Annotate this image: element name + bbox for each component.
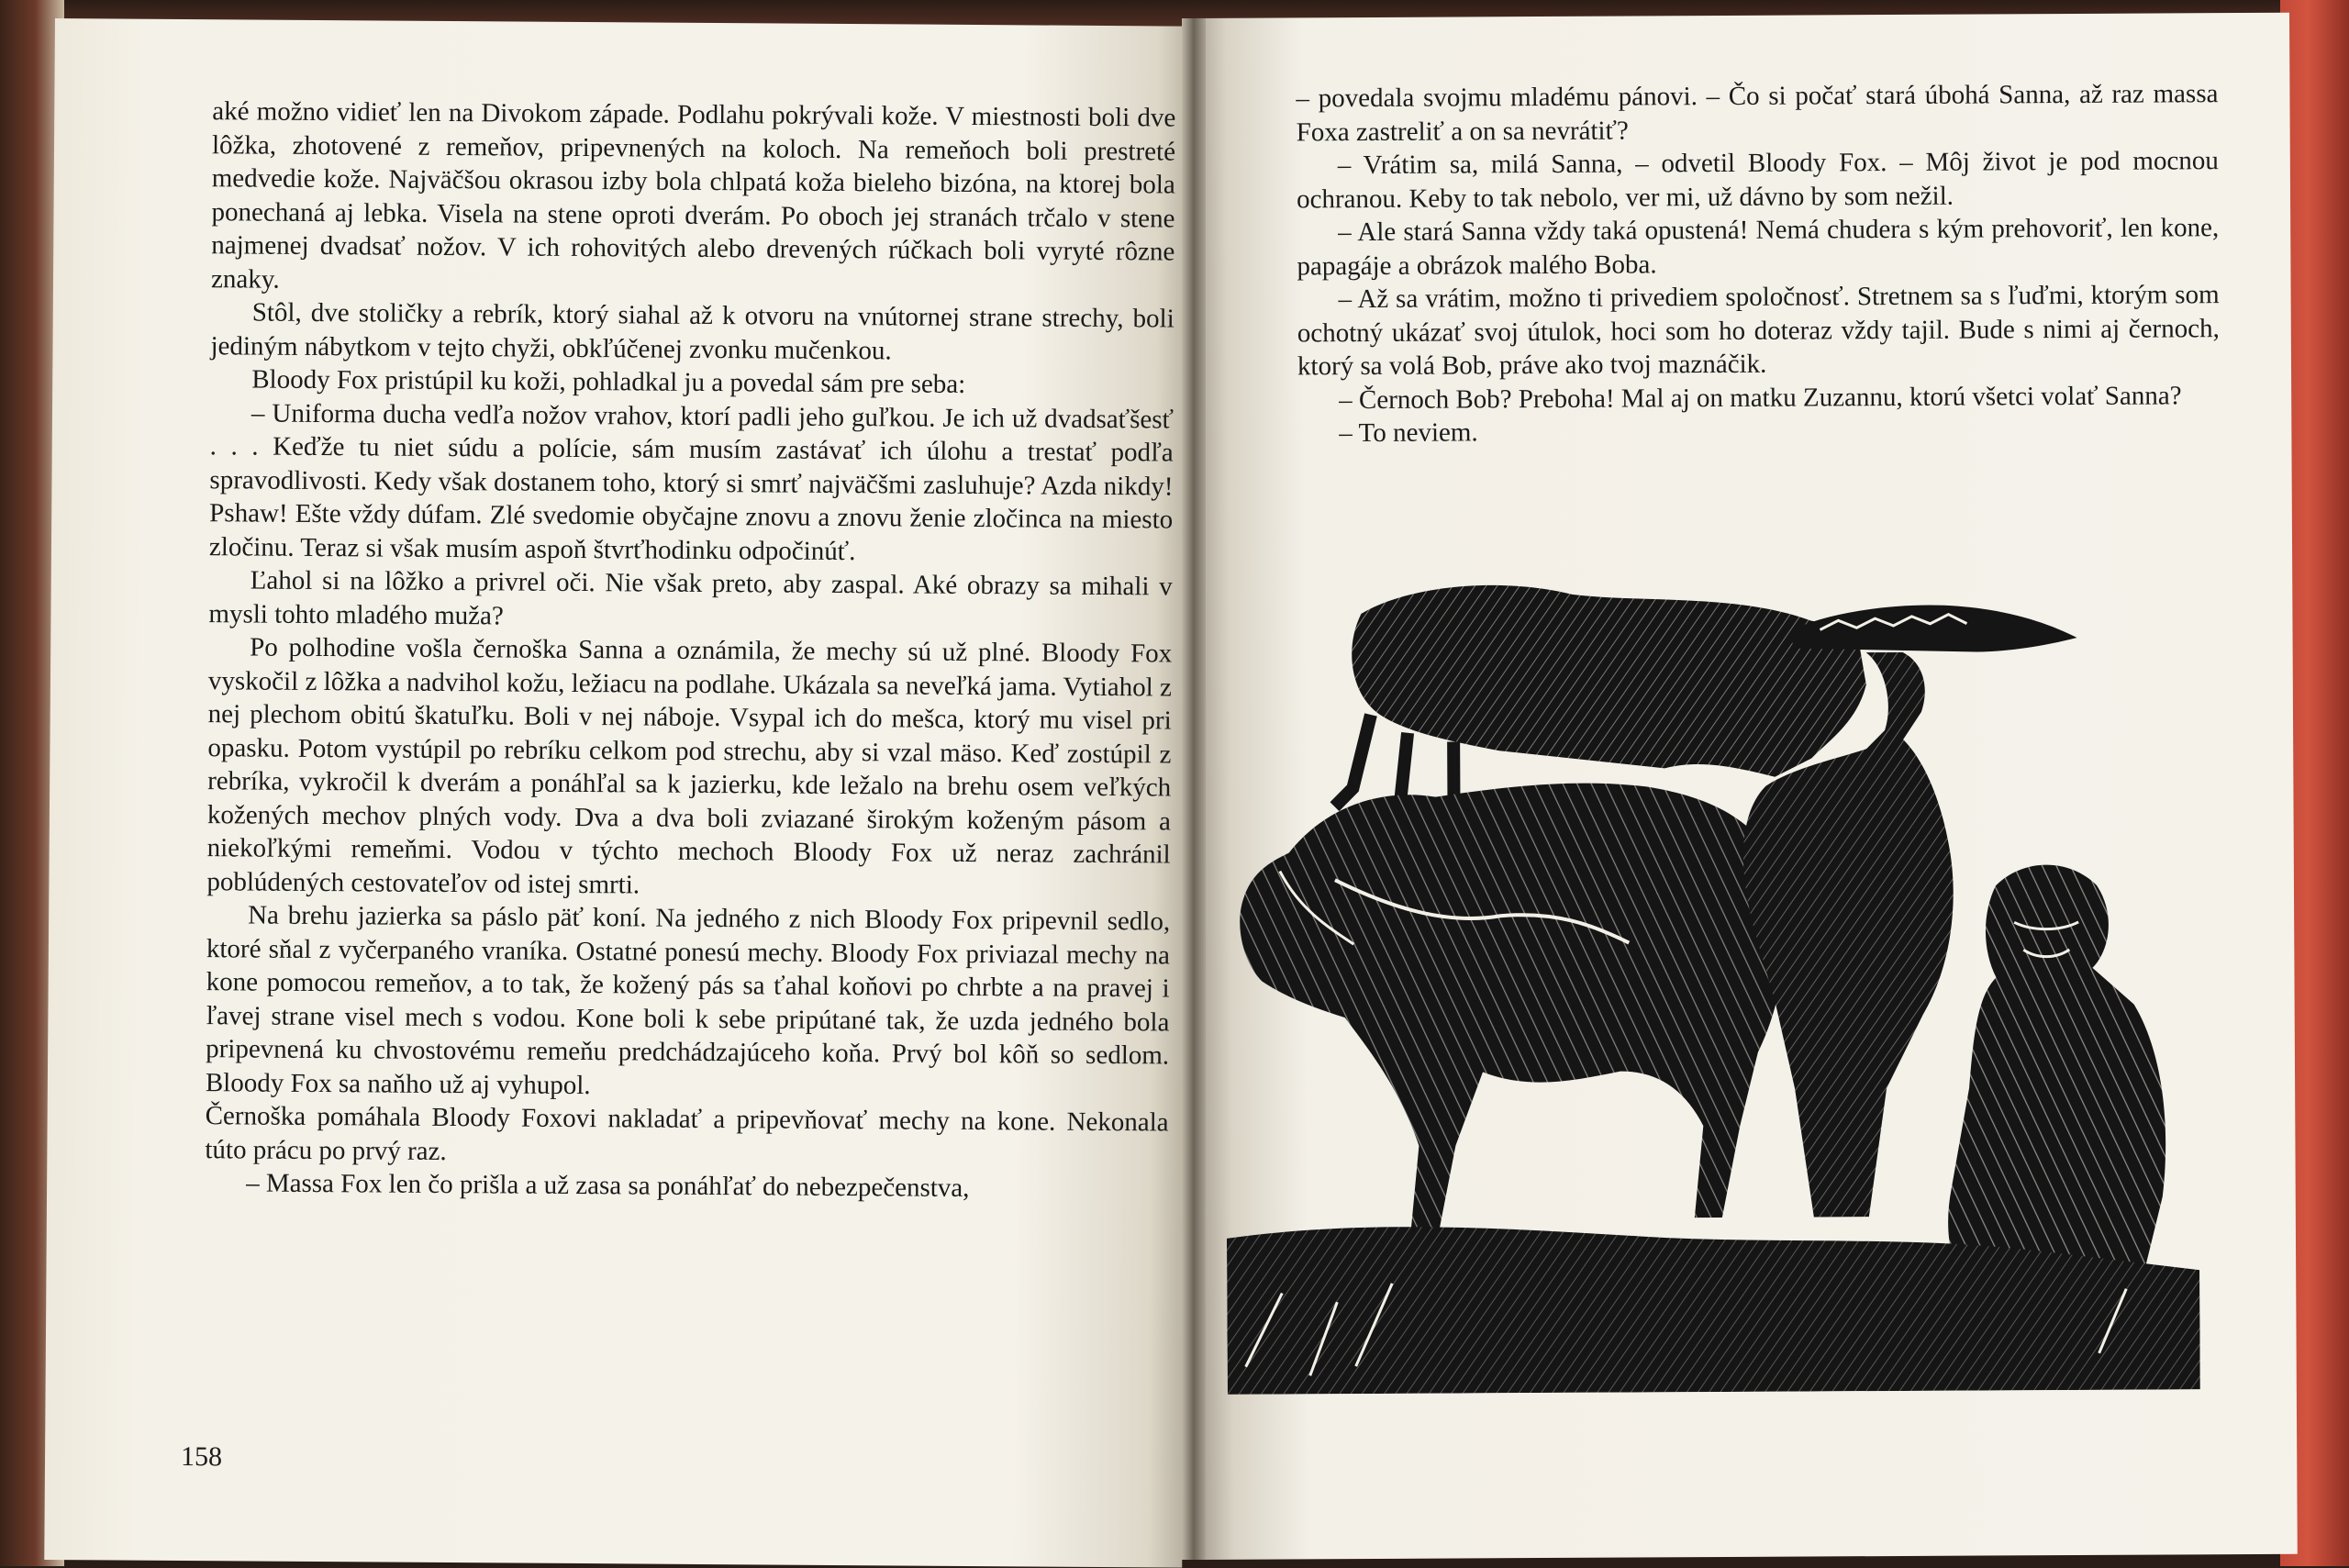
right-page [1193, 13, 2298, 1560]
paragraph: Ľahol si na lôžko a privrel oči. Nie však preto, aby zaspal. Aké obrazy sa mihali v mysli tohto mladého muža? [208, 565, 1173, 630]
paragraph: – Černoch Bob? Preboha! Mal aj on matku Zuzannu, ktorú všetci volať Sanna? [1339, 380, 2182, 415]
page-number: 158 [180, 1440, 223, 1473]
paragraph: – Ale stará Sanna vždy taká opustená! Nemá chudera s kým prehovoriť, len kone, papagáje a obrázok malého Boba. [1297, 213, 2220, 281]
woodcut-illustration [1223, 573, 2200, 1395]
right-page-text [1296, 77, 2220, 450]
paragraph: Na brehu jazierka sa páslo päť koní. Na jedného z nich Bloody Fox pripevnil sedlo, ktoré sňal z vyčerpaného vraníka. Ostatné ponesú mechy. Bloody Fox priviazal mechy na kone pomocou remeňov, a to tak, že kožený pás sa ťahal koňovi po chrbte a na pravej i ľavej strane visel mech s vodou. Kone boli k sebe pripútané tak, že uzda jedného bola pripevnená ku chvostovému remeňu predchádzajúceho koňa. Prvý bol kôň so sedlom. Bloody Fox sa naňho už aj vyhupol. [205, 900, 1171, 1100]
paragraph: Po polhodine vošla černoška Sanna a oznámila, že mechy sú už plné. Bloody Fox vyskočil z lôžka a nadvihol kožu, ležiacu na podlahe. Ukázala sa neveľká jama. Vytiahol z nej plechom obitú škatuľku. Boli v nej náboje. Vsypal ich do mešca, ktorý mu visel pri opasku. Potom vystúpil po rebríku celkom pod strechu, aby si vzal mäso. Keď zostúpil z rebríka, vykročil k dverám a ponáhľal sa k jazierku, kde ležalo na brehu osem veľkých kožených mechov plných vody. Dva a dva boli zviazané širokým koženým pásom a niekoľkými remeňmi. Vodou v týchto mechoch Bloody Fox už neraz zachránil poblúdených cestovateľov od istej smrti. [206, 632, 1173, 899]
foreground-horse [1239, 782, 1787, 1238]
paragraph: – Uniforma ducha vedľa nožov vrahov, ktorí padli jeho guľkou. Je ich už dvadsaťšesť . . . Keďže tu niet súdu a polície, sám musím zastávať ich úlohu a trestať podľa spravodlivosti. Kedy však dostanem toho, ktorý si smrť najväčšmi zasluhuje? Azda nikdy! Pshaw! Ešte vždy dúfam. Zlé svedomie obyčajne znovu a znovu ženie zločinca na miesto zločinu. Teraz si však musím aspoň štvrťhodinku odpočinúť. [208, 398, 1174, 566]
woman-figure [1946, 864, 2166, 1302]
paragraph: – Massa Fox len čo prišla a už zasa sa ponáhľať do nebezpečenstva, [246, 1168, 970, 1203]
left-page-text [205, 95, 1175, 1207]
paragraph: Bloody Fox pristúpil ku koži, pohladkal ju a povedal sám pre seba: [251, 364, 966, 399]
book-gutter [1182, 18, 1206, 1560]
paragraph: Černoška pomáhala Bloody Foxovi nakladať a pripevňovať mechy na kone. Nekonala túto prácu po prvý raz. [205, 1101, 1169, 1166]
paragraph: – To neviem. [1339, 417, 1478, 449]
paragraph: Stôl, dve stoličky a rebrík, ktorý siahal až k otvoru na vnútornej strane strechy, boli jediným nábytkom v tejto chyži, obkľúčenej zvonku mučenkou. [210, 297, 1174, 365]
paragraph: – Až sa vrátim, možno ti privediem spoločnosť. Stretnem sa s ľuďmi, ktorým som ochotný ukázať svoj útulok, hoci som ho doteraz vždy tajil. Bude s nimi aj černoch, ktorý sa volá Bob, práve ako tvoj maznáčik. [1297, 280, 2220, 382]
paragraph: aké možno vidieť len na Divokom západe. Podlahu pokrývali kože. V miestnosti boli dve lôžka, zhotovené z remeňov, pripevnených na koloch. Na remeňoch boli prestreté medvedie kože. Najväčšou okrasou izby bola chlpatá koža bieleho bizóna, na ktorej bola ponechaná aj lebka. Visela na stene oproti dverám. Po oboch jej stranách trčalo v stene najmenej dvadsať nožov. V ich rohovitých alebo drevených rúčkach boli vyryté rôzne znaky. [210, 96, 1176, 295]
paragraph: – povedala svojmu mladému pánovi. – Čo si počať stará úbohá Sanna, až raz massa Foxa zastreliť a on sa nevrátiť? [1296, 79, 2219, 147]
paragraph: – Vrátim sa, milá Sanna, – odvetil Bloody Fox. – Môj život je pod mocnou ochranou. Keby to tak nebolo, ver mi, už dávno by som nežil. [1296, 146, 2219, 214]
left-page [44, 18, 1193, 1568]
